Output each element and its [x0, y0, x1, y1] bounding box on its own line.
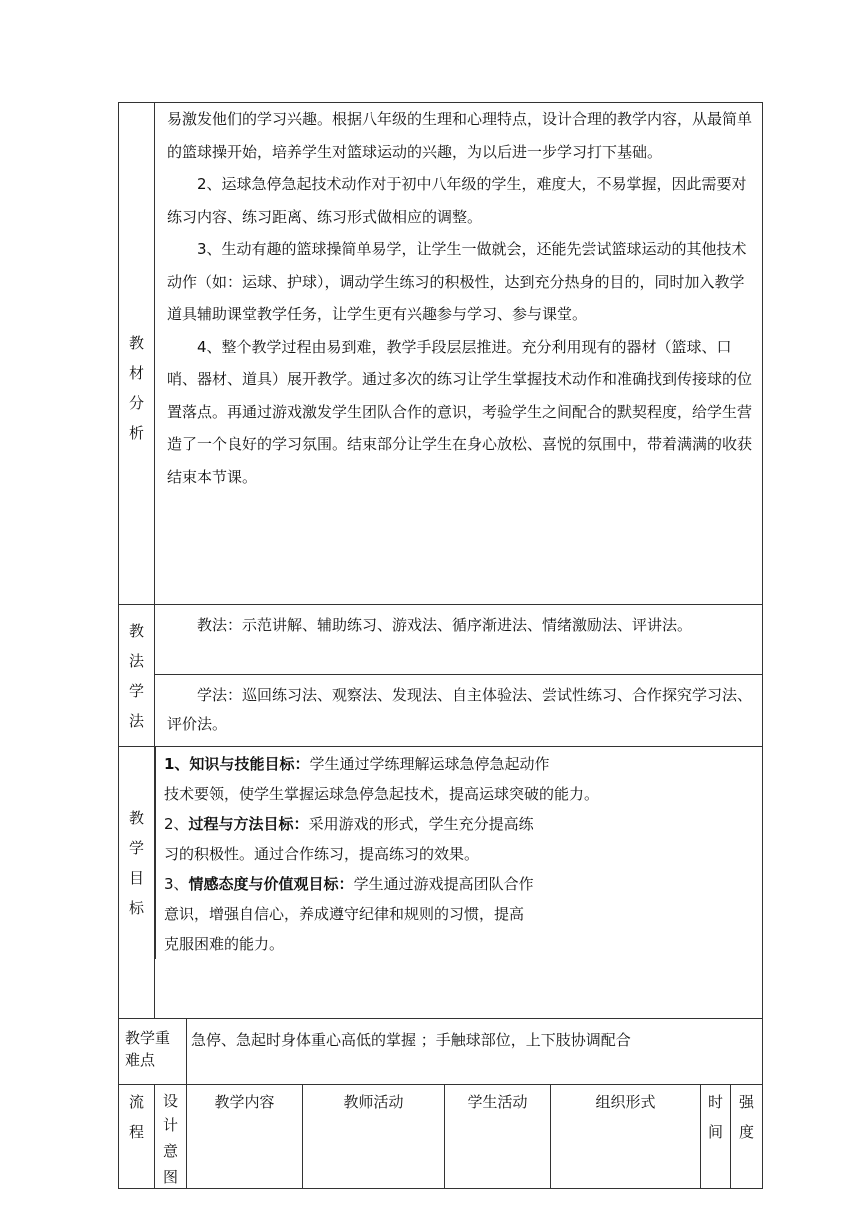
- methods-label: 教 法 学 法: [119, 605, 155, 747]
- intensity-header: 强 度: [731, 1085, 763, 1189]
- objectives-row: [119, 747, 763, 1019]
- goal-1: 1、知识与技能目标：学生通过学练理解运球急停急起动作: [164, 755, 550, 773]
- material-analysis-row: [119, 103, 763, 605]
- content-header: 教学内容: [187, 1085, 303, 1189]
- key-points-label: 教学重难点: [119, 1019, 187, 1085]
- material-paragraph-3: 3、生动有趣的篮球操简单易学，让学生一做就会，还能先尝试篮球运动的其他技术动作（如：运球、护球），调动学生练习的积极性，达到充分热身的目的，同时加入教学道具辅助课堂教学任务，让学生更有兴趣参与学习、参与课堂。: [167, 240, 747, 323]
- teacher-activity-header: 教师活动: [303, 1085, 445, 1189]
- goal-3: 3、情感态度与价值观目标：学生通过游戏提高团队合作: [164, 875, 534, 893]
- organization-header: 组织形式: [551, 1085, 701, 1189]
- student-activity-header: 学生活动: [445, 1085, 551, 1189]
- teaching-method-text: 教法：示范讲解、辅助练习、游戏法、循序渐进法、情绪激励法、评讲法。: [197, 616, 693, 634]
- key-points-row: [119, 1019, 763, 1085]
- learning-method-text: 学法：巡回练习法、观察法、发现法、自主体验法、尝试性练习、合作探究学习法、评价法。: [167, 686, 753, 733]
- objectives-label: 教 学 目 标: [119, 747, 155, 1019]
- key-points-content: 急停、急起时身体重心高低的掌握 ；手触球部位，上下肢协调配合: [187, 1019, 763, 1085]
- time-header: 时 间: [701, 1085, 731, 1189]
- material-paragraph-4: 4、整个教学过程由易到难，教学手段层层推进。充分利用现有的器材（篮球、口哨、器材、道具）展开教学。通过多次的练习让学生掌握技术动作和准确找到传接球的位置落点。再通过游戏激发学生团队合作的意识，考验学生之间配合的默契程度，给学生营造了一个良好的学习氛围。结束部分让学生在身心放松、喜悦的氛围中，带着满满的收获结束本节课。: [167, 337, 753, 486]
- objectives-content: 1、知识与技能目标：学生通过学练理解运球急停急起动作 技术要领，使学生掌握运球急停急起技术，提高运球突破的能力。 2、过程与方法目标：采用游戏的形式，学生充分提高练 习的积极性。通过合作练习，提高练习的效果。 3、情感态度与价值观目标：学生通过游戏提高团队合作 意识，增强自信心，养成遵守纪律和规则的习惯，提高 克服困难的能力。: [155, 747, 763, 1019]
- material-analysis-label: 教 材 分 析: [119, 103, 155, 605]
- goal-2: 2、过程与方法目标：采用游戏的形式，学生充分提高练: [164, 815, 534, 833]
- flow-header-row: [119, 1085, 763, 1189]
- lesson-plan-table: [118, 102, 763, 1189]
- flow-header: 流 程: [119, 1085, 155, 1189]
- design-intent-header: 设 计 意 图: [155, 1085, 187, 1189]
- teaching-method-cell: [155, 605, 763, 675]
- material-analysis-content: [155, 103, 763, 605]
- learning-method-cell: [155, 675, 763, 747]
- material-paragraph-2: 2、运球急停急起技术动作对于初中八年级的学生，难度大，不易掌握，因此需要对练习内容、练习距离、练习形式做相应的调整。: [167, 175, 747, 226]
- learning-method-row: [119, 675, 763, 747]
- material-paragraph-1: 易激发他们的学习兴趣。根据八年级的生理和心理特点，设计合理的教学内容，从最简单的篮球操开始，培养学生对篮球运动的兴趣，为以后进一步学习打下基础。: [167, 110, 753, 161]
- teaching-method-row: [119, 605, 763, 675]
